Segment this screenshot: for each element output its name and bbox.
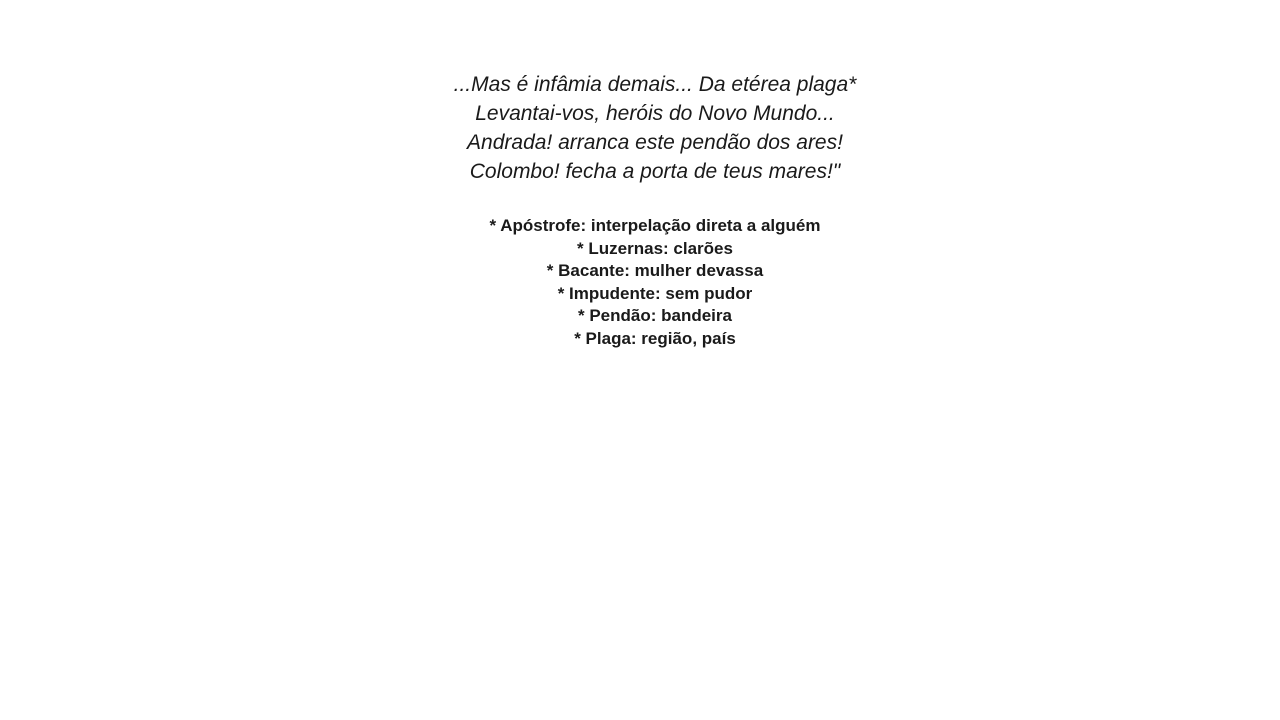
poem-line: Andrada! arranca este pendão dos ares! bbox=[467, 131, 843, 154]
poem-line: Colombo! fecha a porta de teus mares!" bbox=[469, 160, 841, 183]
glossary-entry: * Apóstrofe: interpelação direta a alguém bbox=[489, 216, 821, 235]
text-block bbox=[0, 70, 1280, 350]
poem-line: Levantai-vos, heróis do Novo Mundo... bbox=[475, 102, 835, 125]
glossary-entry: * Luzernas: clarões bbox=[577, 238, 733, 258]
glossary bbox=[0, 215, 1280, 350]
glossary-entry: * Plaga: região, país bbox=[574, 328, 736, 348]
glossary-entry: * Bacante: mulher devassa bbox=[546, 261, 764, 280]
spacer bbox=[0, 186, 1280, 215]
poem-line: ...Mas é infâmia demais... Da etérea plaga* bbox=[453, 73, 857, 96]
glossary-entry: * Impudente: sem pudor bbox=[557, 283, 753, 303]
glossary-entry: * Pendão: bandeira bbox=[578, 306, 732, 325]
poem-stanza bbox=[0, 70, 1280, 186]
